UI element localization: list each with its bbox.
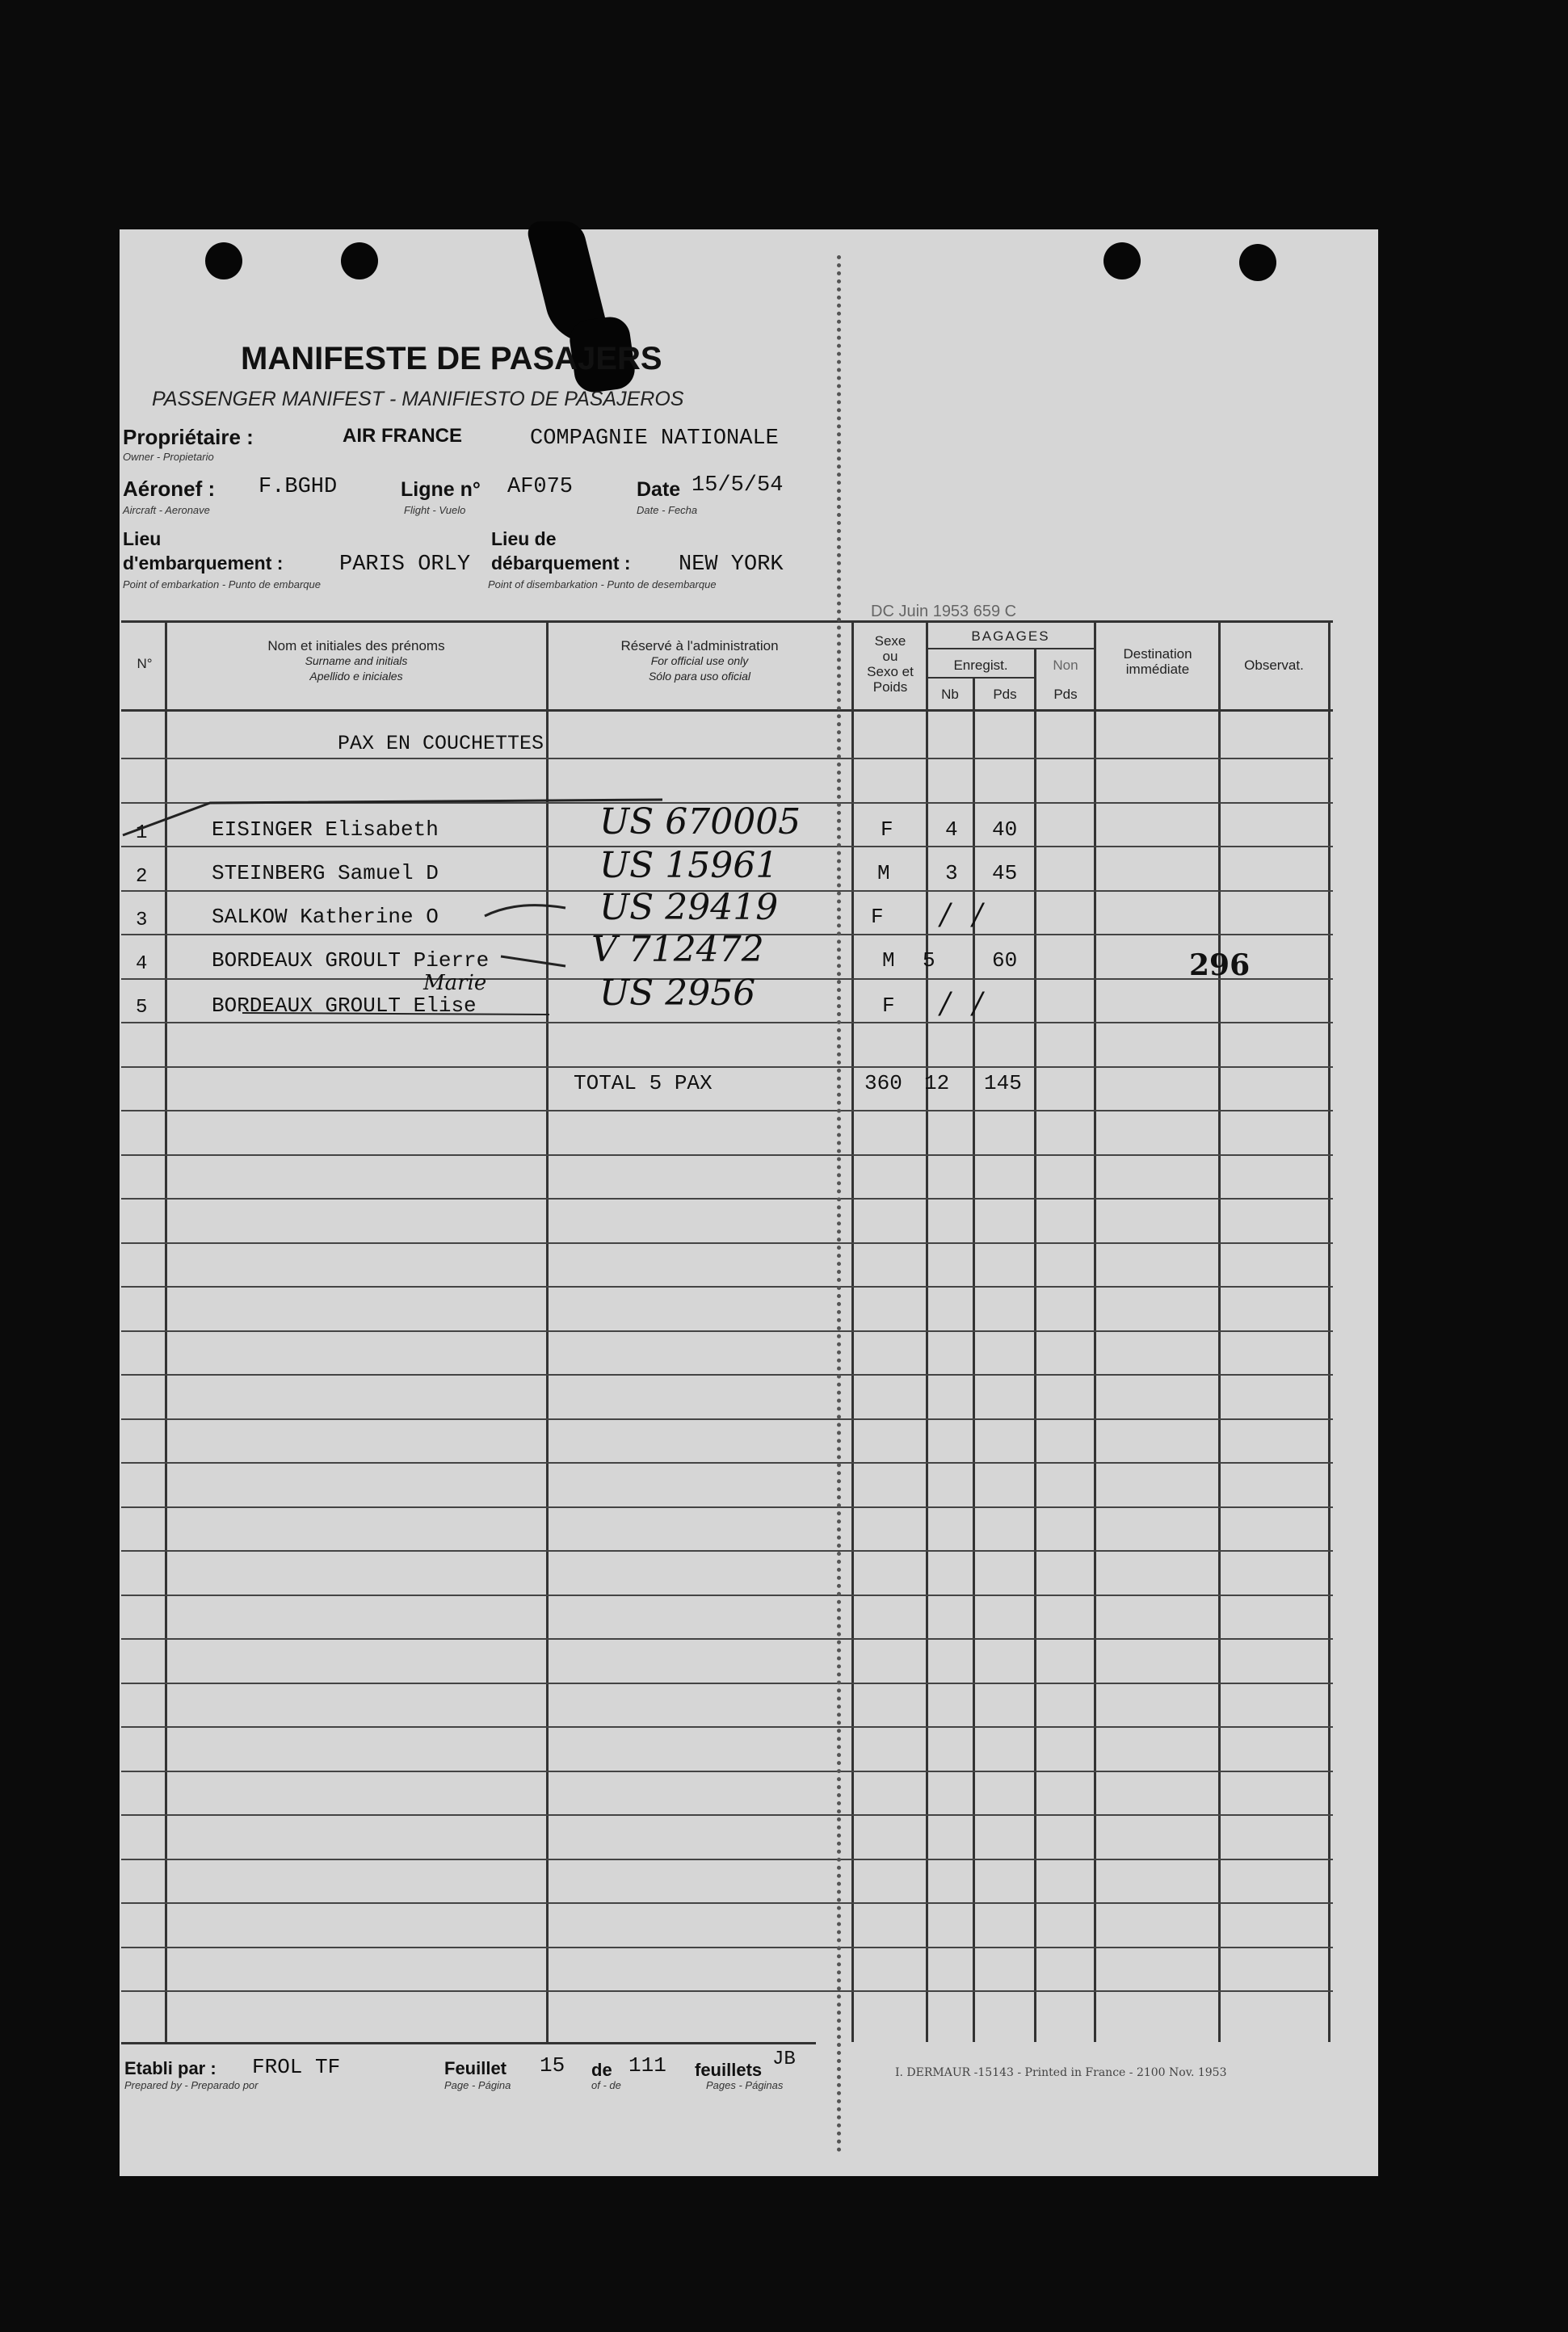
bag-count: 5	[923, 948, 935, 973]
passport-number: US 29419	[599, 887, 779, 928]
ruled-line	[121, 1110, 1333, 1111]
disembark-label-line1: Lieu de	[491, 528, 557, 549]
disembark-value: NEW YORK	[679, 553, 784, 577]
ruled-line	[121, 1638, 1333, 1640]
disembark-sublabel: Point of disembarkation - Punto de desembarque	[488, 578, 717, 590]
bagages-rule	[926, 648, 1095, 649]
row-number: 1	[136, 822, 148, 844]
prepared-label: Etabli par :	[124, 2058, 216, 2078]
passenger-name: STEINBERG Samuel D	[212, 861, 439, 885]
sex: M	[877, 861, 890, 885]
of-value: 111	[628, 2053, 666, 2078]
row-number: 2	[136, 866, 148, 888]
total-nb: 12	[924, 1071, 950, 1095]
passport-number: V 712472	[591, 929, 764, 970]
passenger-name: BORDEAUX GROULT Elise	[212, 994, 477, 1018]
manifest-subtitle: PASSENGER MANIFEST - MANIFIESTO DE PASAJEROS	[152, 388, 684, 410]
bag-weight: 40	[992, 817, 1018, 842]
bag-count: 4	[945, 817, 958, 842]
enregist-rule	[926, 677, 1036, 679]
col-header-bagages: BAGAGES	[971, 628, 1050, 644]
pages-sublabel: Pages - Páginas	[706, 2079, 784, 2091]
ruled-line	[121, 1462, 1333, 1464]
col-header-admin-es: Sólo para uso oficial	[648, 670, 751, 683]
col-header-admin	[549, 638, 850, 684]
perforation-line	[837, 255, 841, 2153]
embark-label-line2: d'embarquement :	[123, 553, 284, 574]
form-code: DC Juin 1953 659 C	[871, 603, 1017, 620]
embark-label-line1: Lieu	[123, 528, 162, 549]
passport-number: US 2956	[599, 973, 756, 1014]
col-line-dest	[1218, 622, 1221, 2042]
col-header-nonenreg-pds: Pds	[1053, 687, 1078, 702]
row-number: 5	[136, 997, 148, 1019]
sex: F	[881, 817, 893, 842]
ruled-line	[121, 1990, 1333, 1992]
bag-count: /	[940, 987, 951, 1020]
col-header-sex-l2: ou	[882, 649, 898, 664]
ruled-line	[121, 1154, 1333, 1156]
col-header-sex-l4: Poids	[872, 679, 908, 695]
prepared-value: FROL TF	[252, 2055, 341, 2079]
flight-label: Ligne n°	[401, 478, 481, 501]
passport-number: US 15961	[599, 845, 779, 886]
col-header-enregist: Enregist.	[953, 658, 1008, 673]
header-bottom-rule	[121, 709, 1333, 712]
owner-label: Propriétaire :	[123, 425, 254, 449]
col-header-observ: Observat.	[1244, 658, 1304, 673]
flight-value: AF075	[507, 475, 574, 499]
bag-count: /	[940, 898, 951, 931]
col-header-name-es: Apellido e iniciales	[309, 670, 403, 683]
ruled-line	[121, 1242, 1333, 1244]
date-value: 15/5/54	[692, 473, 784, 498]
row-number: 4	[136, 953, 148, 975]
total-label: TOTAL 5 PAX	[574, 1071, 713, 1095]
stroke-row4	[501, 956, 565, 966]
bag-weight: /	[973, 898, 983, 931]
col-header-sex-l3: Sexo et	[867, 664, 914, 679]
ruled-line	[121, 1859, 1333, 1860]
ruled-line	[121, 1771, 1333, 1772]
stroke-row3	[485, 905, 565, 916]
owner-typed-value: COMPAGNIE NATIONALE	[530, 426, 779, 451]
passenger-name: BORDEAUX GROULT Pierre	[212, 948, 490, 973]
handwritten-strokes	[0, 779, 1050, 1053]
printer-line: I. DERMAUR -15143 - Printed in France - 2100 Nov. 1953	[895, 2066, 1227, 2079]
col-header-admin-fr: Réservé à l'administration	[620, 638, 779, 653]
ruled-line	[121, 1286, 1333, 1288]
sex: F	[871, 905, 884, 929]
col-header-admin-en: For official use only	[650, 654, 749, 667]
table-top-rule	[121, 620, 1333, 623]
bag-weight: 60	[992, 948, 1018, 973]
col-header-name-en: Surname and initials	[305, 654, 408, 667]
manifest-title: MANIFESTE DE PASAJERS	[241, 341, 662, 376]
ruled-line	[121, 1683, 1333, 1684]
aircraft-sublabel: Aircraft - Aeronave	[123, 504, 210, 516]
page-value: 15	[540, 2053, 565, 2078]
passenger-name: EISINGER Elisabeth	[212, 817, 439, 842]
page-label: Feuillet	[444, 2058, 507, 2078]
col-header-nb: Nb	[941, 687, 959, 702]
date-sublabel: Date - Fecha	[637, 504, 698, 516]
total-sex: 360	[864, 1071, 902, 1095]
of-sublabel: of - de	[591, 2079, 621, 2091]
col-header-nonenreg: Non	[1053, 658, 1078, 673]
ruled-line	[121, 1947, 1333, 1948]
flight-sublabel: Flight - Vuelo	[404, 504, 466, 516]
punch-hole-1	[205, 242, 242, 279]
total-pds: 145	[984, 1071, 1022, 1095]
passport-number: US 670005	[599, 801, 801, 842]
col-header-sex-l1: Sexe	[874, 633, 906, 649]
ruled-line	[121, 1726, 1333, 1728]
col-header-destination: Destination immédiate	[1123, 646, 1192, 677]
bag-weight: 45	[992, 861, 1018, 885]
ruled-line	[121, 1595, 1333, 1596]
stroke-row1	[123, 800, 662, 835]
embark-sublabel: Point of embarkation - Punto de embarque	[123, 578, 321, 590]
aircraft-value: F.BGHD	[259, 475, 338, 499]
row-number: 3	[136, 910, 148, 931]
ruled-line	[121, 1198, 1333, 1200]
sex: F	[882, 994, 895, 1018]
passenger-name-note: Marie	[423, 971, 487, 995]
ruled-line	[121, 1550, 1333, 1552]
ruled-line	[121, 1330, 1333, 1332]
ruled-line	[121, 1506, 1333, 1508]
passenger-name: SALKOW Katherine O	[212, 905, 439, 929]
of-label: de	[591, 2060, 612, 2080]
col-line-nonenreg	[1094, 622, 1096, 2042]
manifest-sheet	[120, 229, 1378, 2176]
col-header-pds: Pds	[993, 687, 1017, 702]
pages-label: feuillets	[695, 2060, 763, 2080]
aircraft-label: Aéronef :	[123, 477, 216, 501]
ruled-line	[121, 1902, 1333, 1904]
date-label: Date	[637, 478, 681, 501]
col-header-no: N°	[137, 656, 153, 671]
ruled-line	[121, 1066, 1333, 1068]
ruled-line	[121, 758, 1333, 759]
section-label: PAX EN COUCHETTES	[338, 732, 544, 755]
ruled-line	[121, 1374, 1333, 1376]
stroke-row5	[242, 1013, 549, 1015]
col-header-name	[168, 638, 544, 684]
col-header-name-fr: Nom et initiales des prénoms	[267, 638, 445, 653]
punch-hole-3	[1103, 242, 1141, 279]
owner-value: AIR FRANCE	[343, 425, 462, 447]
ruled-line	[121, 1418, 1333, 1420]
prepared-sublabel: Prepared by - Preparado por	[124, 2079, 259, 2091]
ruled-line	[121, 1814, 1333, 1816]
observation-value: 296	[1189, 948, 1251, 982]
initials: JB	[772, 2048, 796, 2070]
sex: M	[882, 948, 895, 973]
punch-hole-2	[341, 242, 378, 279]
owner-sublabel: Owner - Propietario	[123, 451, 214, 463]
bag-weight: /	[973, 987, 983, 1020]
col-line-obs	[1328, 622, 1330, 2042]
disembark-label-line2: débarquement :	[491, 553, 631, 574]
col-header-sex	[855, 633, 926, 695]
embark-value: PARIS ORLY	[339, 553, 471, 577]
punch-hole-4	[1239, 244, 1276, 281]
bag-count: 3	[945, 861, 958, 885]
footer-top-rule	[121, 2042, 816, 2044]
page-sublabel: Page - Página	[444, 2079, 511, 2091]
